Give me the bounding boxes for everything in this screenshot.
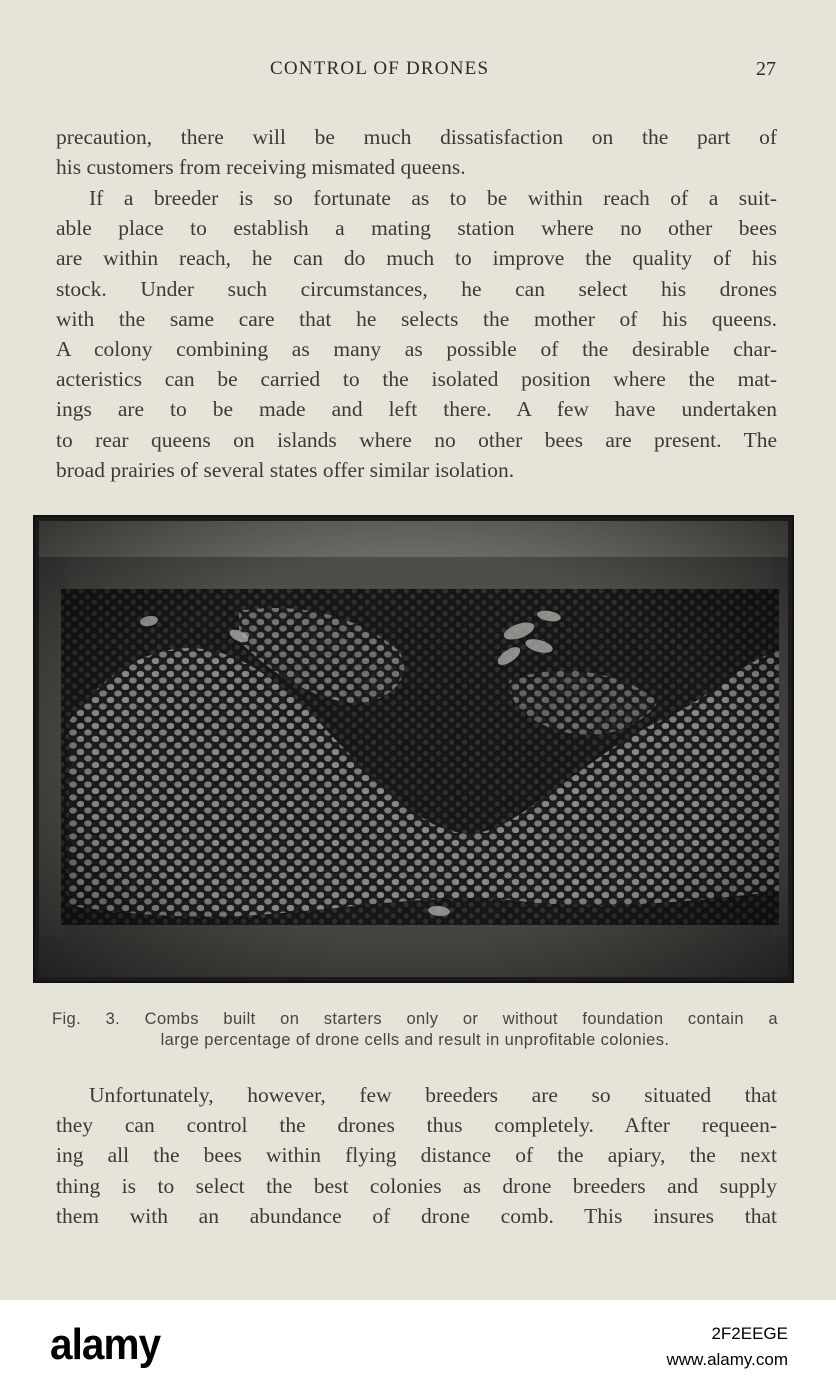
text-line: A colony combining as many as possible of the desirable char- <box>56 337 777 362</box>
text-line: them with an abundance of drone comb. This insures that <box>56 1203 777 1228</box>
honeycomb-frame-illustration <box>39 521 788 977</box>
page-number: 27 <box>756 58 776 80</box>
text-line: to rear queens on islands where no other bees are present. The <box>56 427 777 452</box>
text-line: broad prairies of several states offer similar isolation. <box>56 457 515 482</box>
running-header <box>0 58 836 84</box>
chapter-title: CONTROL OF DRONES <box>270 58 490 79</box>
text-line: ing all the bees within flying distance of the apiary, the next <box>56 1143 777 1168</box>
paragraph-3 <box>56 1080 777 1231</box>
text-line: his customers from receiving mismated queens. <box>56 155 466 180</box>
paragraph-2 <box>56 183 777 485</box>
text-line: stock. Under such circumstances, he can select his drones <box>56 276 777 301</box>
caption-line: Fig. 3. Combs built on starters only or without foundation contain a <box>52 1010 778 1028</box>
text-line: thing is to select the best colonies as drone breeders and supply <box>56 1173 777 1198</box>
site-link[interactable]: www.alamy.com <box>666 1350 788 1369</box>
text-line: able place to establish a mating station where no other bees <box>56 216 777 241</box>
text-line: If a breeder is so fortunate as to be within reach of a suit- <box>89 186 777 210</box>
alamy-logo[interactable]: alamy <box>50 1320 161 1369</box>
stock-footer-banner <box>0 1300 836 1390</box>
text-line: ings are to be made and left there. A few have undertaken <box>56 397 777 422</box>
figure-caption <box>52 1009 778 1051</box>
caption-line: large percentage of drone cells and result in unprofitable colonies. <box>160 1031 670 1049</box>
text-line: acteristics can be carried to the isolated position where the mat- <box>56 367 777 392</box>
paragraph-1 <box>56 122 777 182</box>
text-line: are within reach, he can do much to improve the quality of his <box>56 246 777 271</box>
text-line: precaution, there will be much dissatisfaction on the part of <box>56 125 777 149</box>
image-code: 2F2EEGE <box>711 1324 788 1343</box>
text-line: they can control the drones thus completely. After requeen- <box>56 1113 777 1138</box>
text-line: with the same care that he selects the mother of his queens. <box>56 306 777 331</box>
honeycomb-photograph <box>33 515 794 983</box>
text-line: Unfortunately, however, few breeders are so situated that <box>89 1083 777 1107</box>
